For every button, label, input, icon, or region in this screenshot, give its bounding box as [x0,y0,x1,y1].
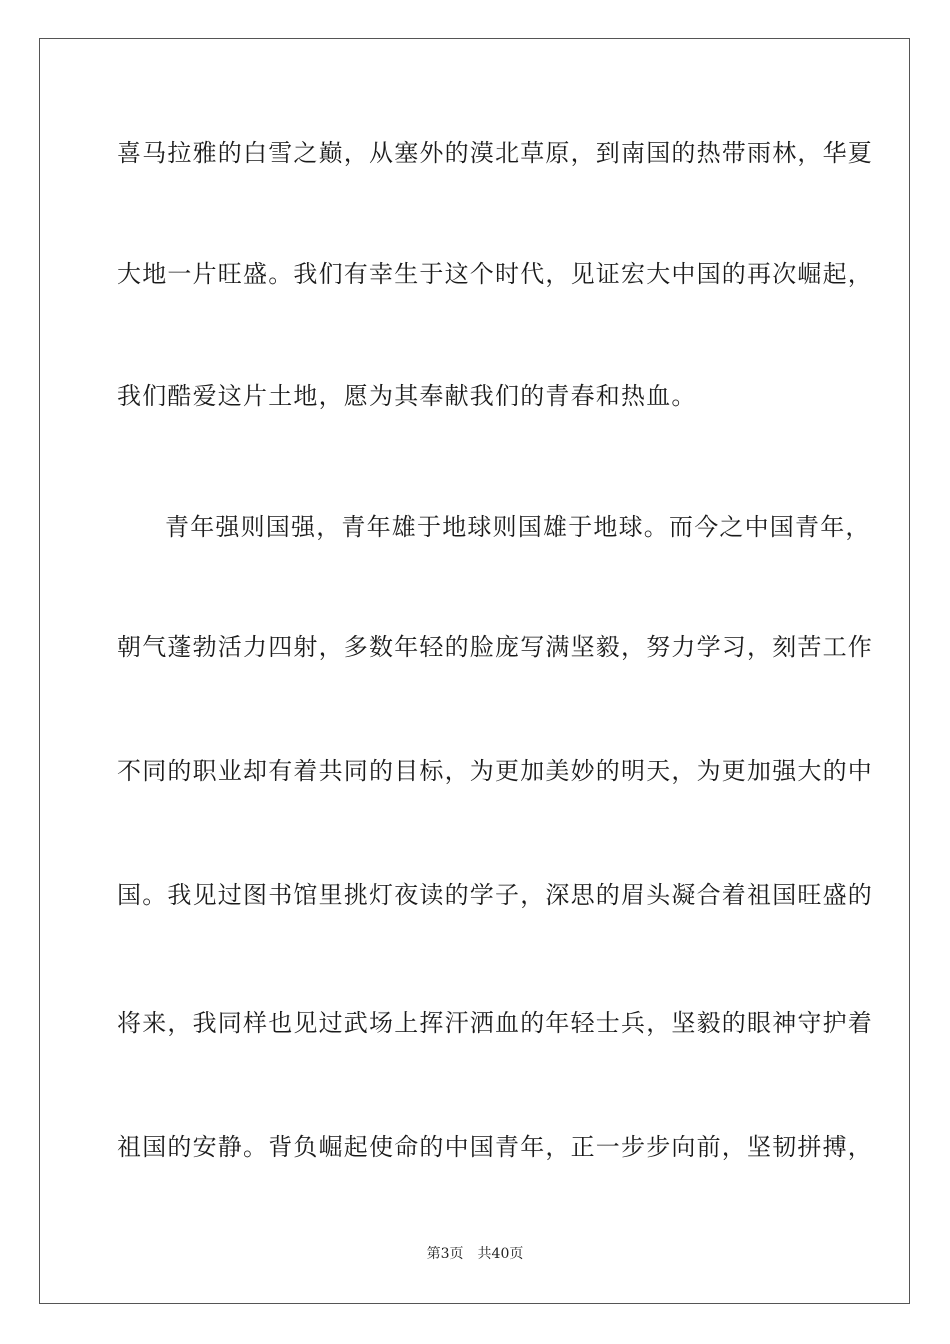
body-text-line: 大地一片旺盛。我们有幸生于这个时代，见证宏大中国的再次崛起， [117,260,873,288]
body-text-line: 朝气蓬勃活力四射，多数年轻的脸庞写满坚毅，努力学习，刻苦工作 [117,633,873,661]
body-text-line: 将来，我同样也见过武场上挥汗洒血的年轻士兵，坚毅的眼神守护着 [117,1009,873,1037]
page-footer [0,1245,950,1263]
body-text-line: 喜马拉雅的白雪之巅，从塞外的漠北草原，到南国的热带雨林，华夏 [117,139,873,167]
body-text-line: 不同的职业却有着共同的目标，为更加美妙的明天，为更加强大的中 [117,757,873,785]
total-pages: 共40页 [477,1246,524,1262]
page-border [39,38,910,1304]
body-text-line: 祖国的安静。背负崛起使命的中国青年，正一步步向前，坚韧拼搏， [117,1133,873,1161]
current-page-number: 第3页 [426,1246,464,1262]
paragraph-first-line: 青年强则国强，青年雄于地球则国雄于地球。而今之中国青年， [165,513,871,541]
body-text-line: 我们酷爱这片土地，愿为其奉献我们的青春和热血。 [117,382,697,410]
body-text-line: 国。我见过图书馆里挑灯夜读的学子，深思的眉头凝合着祖国旺盛的 [117,881,873,909]
